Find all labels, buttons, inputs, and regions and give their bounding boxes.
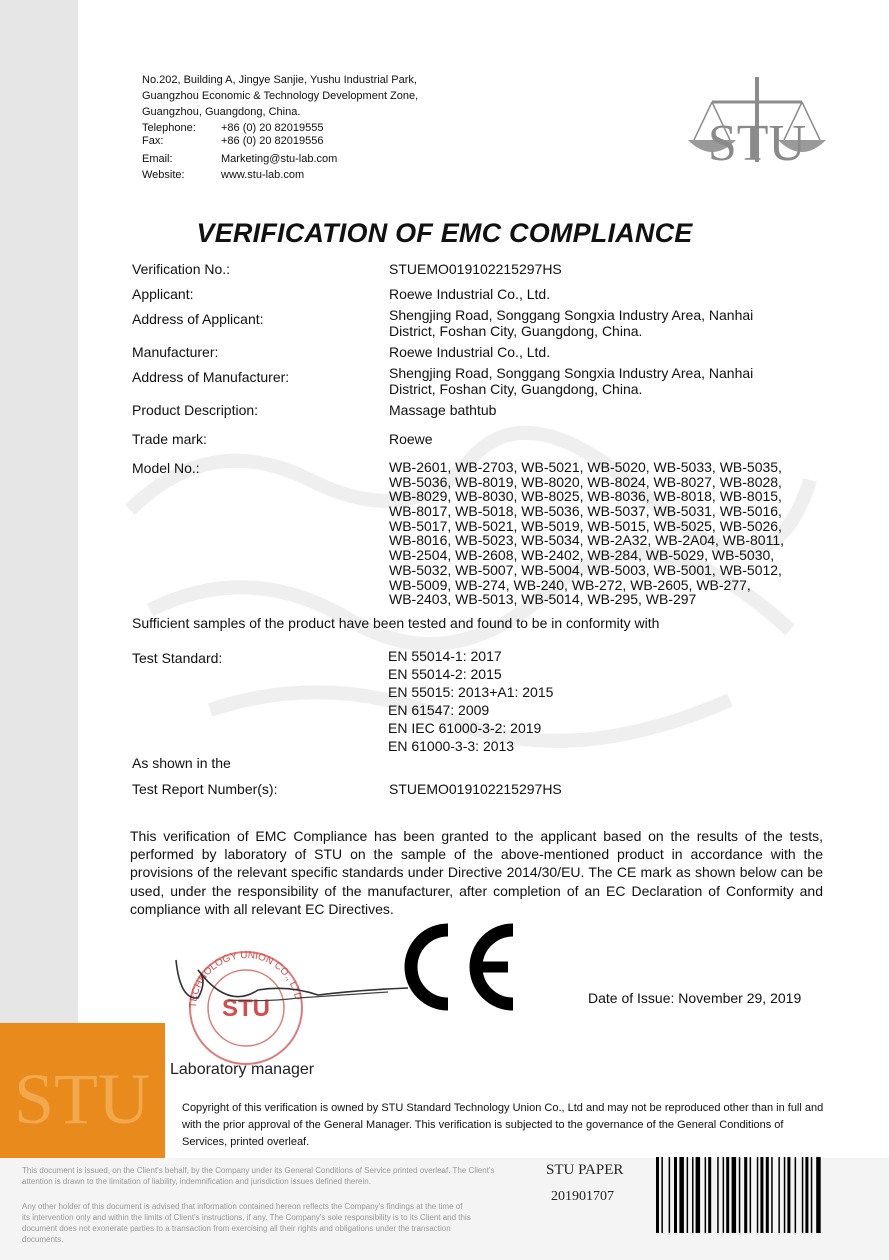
seal-lettering: TECHNOLOGY UNION CO., LTD: [187, 949, 304, 1009]
signature: [168, 940, 428, 1020]
standard-line: EN 55015: 2013+A1: 2015: [388, 684, 554, 700]
seal-center-lettering: STU: [222, 995, 270, 1022]
address-line: District, Foshan City, Guangdong, China.: [389, 323, 643, 339]
compliance-paragraph: This verification of EMC Compliance has been granted to the applicant based on the results of the tests, performed by laboratory of STU on the sample of the above-mentioned product in accordance with the provisions of the relevant specific standards under Directive 2014/30/EU. The CE mark as shown below can be used, under the responsibility of the manufacturer, after completion of an EC Declaration of Conformity and compliance with all relevant EC Directives.: [130, 828, 823, 917]
model-line: WB-5009, WB-274, WB-240, WB-272, WB-2605, WB-277,: [389, 576, 751, 593]
paper-label: STU PAPER: [546, 1162, 624, 1178]
contact-label: Telephone:: [142, 122, 196, 134]
logo-lettering: STU: [707, 115, 807, 172]
document-title: VERIFICATION OF EMC COMPLIANCE: [196, 218, 693, 248]
contact-value: +86 (0) 20 82019556: [221, 135, 324, 147]
model-line: WB-8029, WB-8030, WB-8025, WB-8036, WB-8018, WB-8015,: [389, 488, 782, 505]
model-line: WB-8017, WB-5018, WB-5036, WB-5037, WB-5031, WB-5016,: [389, 503, 782, 520]
laboratory-manager-label: Laboratory manager: [170, 1061, 315, 1078]
test-standard-list: [388, 647, 818, 755]
model-line: WB-2504, WB-2608, WB-2402, WB-284, WB-5029, WB-5030,: [389, 547, 775, 564]
contact-website: [142, 167, 418, 183]
svg-text:STU: STU: [13, 1059, 151, 1139]
address-line: Guangzhou, Guangdong, China.: [142, 106, 301, 118]
barcode-icon: [656, 1157, 866, 1233]
test-report-value: STUEMO019102215297HS: [389, 781, 562, 797]
conformity-sentence: Sufficient samples of the product have been tested and found to be in conformity with: [132, 615, 660, 631]
contact-value: Marketing@stu-lab.com: [221, 153, 338, 165]
footer-disclaimer-2: Any other holder of this document is advised that information contained hereon reflects the Company's findings at the time of its intervention only and within the limits of Client's instructions, if any. The Company's sole responsibility is to its Client and this document does not exonerate parties to a transaction from exercising all their rights and obligations under the transaction documents.: [22, 1202, 471, 1244]
model-line: WB-2403, WB-5013, WB-5014, WB-295, WB-297: [389, 591, 697, 608]
standard-line: EN 61000-3-3: 2013: [388, 738, 515, 754]
address-line: No.202, Building A, Jingye Sanjie, Yushu Industrial Park,: [142, 74, 417, 86]
model-line: WB-2601, WB-2703, WB-5021, WB-5020, WB-5033, WB-5035,: [389, 459, 782, 475]
model-line: WB-5032, WB-5007, WB-5004, WB-5003, WB-5001, WB-5012,: [389, 561, 782, 578]
verification-no-label: Verification No.:: [132, 261, 231, 277]
address-line: Guangzhou Economic & Technology Development Zone,: [142, 90, 419, 102]
verification-no-value: STUEMO019102215297HS: [389, 261, 562, 277]
faded-logo-watermark: [0, 1023, 165, 1158]
contact-label: Fax:: [142, 135, 164, 147]
standard-line: EN 55014-2: 2015: [388, 666, 502, 682]
contact-value: www.stu-lab.com: [221, 169, 305, 181]
standard-line: EN 61547: 2009: [388, 702, 490, 718]
test-report-label: Test Report Number(s):: [132, 781, 278, 797]
contact-fax: [142, 133, 418, 149]
stu-logo: [682, 72, 832, 172]
trade-mark-label: Trade mark:: [132, 431, 207, 447]
copyright-notice: Copyright of this verification is owned by STU Standard Technology Union Co., Ltd and may not be reproduced other than in full and with the prior approval of the General Manager. This verification is subjected to the governance of the General Conditions of Services, printed overleaf.: [182, 1102, 824, 1148]
date-of-issue: Date of Issue: November 29, 2019: [588, 990, 802, 1006]
test-standard-label: Test Standard:: [132, 650, 223, 666]
standard-line: EN IEC 61000-3-2: 2019: [388, 720, 542, 736]
contact-value: +86 (0) 20 82019555: [221, 122, 324, 134]
as-shown-text: As shown in the: [132, 755, 231, 771]
product-label: Product Description:: [132, 402, 259, 418]
orange-corner-block: [0, 1023, 165, 1158]
standard-line: EN 55014-1: 2017: [388, 648, 502, 664]
model-no-label: Model No.:: [132, 460, 200, 476]
manufacturer-value: Roewe Industrial Co., Ltd.: [389, 344, 551, 360]
product-value: Massage bathtub: [389, 402, 497, 418]
lab-address-block: [142, 72, 418, 183]
contact-email: [142, 151, 418, 167]
applicant-label: Applicant:: [132, 286, 194, 302]
contact-label: Email:: [142, 153, 173, 165]
applicant-address-label: Address of Applicant:: [132, 311, 264, 327]
applicant-value: Roewe Industrial Co., Ltd.: [389, 286, 551, 302]
model-line: WB-5017, WB-5021, WB-5019, WB-5015, WB-5025, WB-5026,: [389, 517, 782, 534]
model-line: WB-8016, WB-5023, WB-5034, WB-2A32, WB-2A04, WB-8011,: [389, 532, 785, 549]
address-line: District, Foshan City, Guangdong, China.: [389, 381, 643, 397]
applicant-address-value: [389, 307, 819, 339]
footer-disclaimer-1: This document is issued, on the Client's behalf, by the Company under its General Conditions of Service printed overleaf. The Client's attention is drawn to the limitation of liability, indemnification and jurisdiction issues defined therein.: [22, 1166, 495, 1186]
paper-number: 201901707: [551, 1189, 614, 1204]
manufacturer-address-label: Address of Manufacturer:: [132, 369, 290, 385]
contact-label: Website:: [142, 169, 185, 181]
model-no-list: [389, 460, 819, 607]
manufacturer-address-value: [389, 365, 819, 397]
model-line: WB-5036, WB-8019, WB-8020, WB-8024, WB-8027, WB-8028,: [389, 473, 782, 490]
manufacturer-label: Manufacturer:: [132, 344, 219, 360]
trade-mark-value: Roewe: [389, 431, 433, 447]
address-line: Shengjing Road, Songgang Songxia Industry Area, Nanhai: [389, 365, 754, 381]
address-line: Shengjing Road, Songgang Songxia Industry Area, Nanhai: [389, 307, 754, 323]
